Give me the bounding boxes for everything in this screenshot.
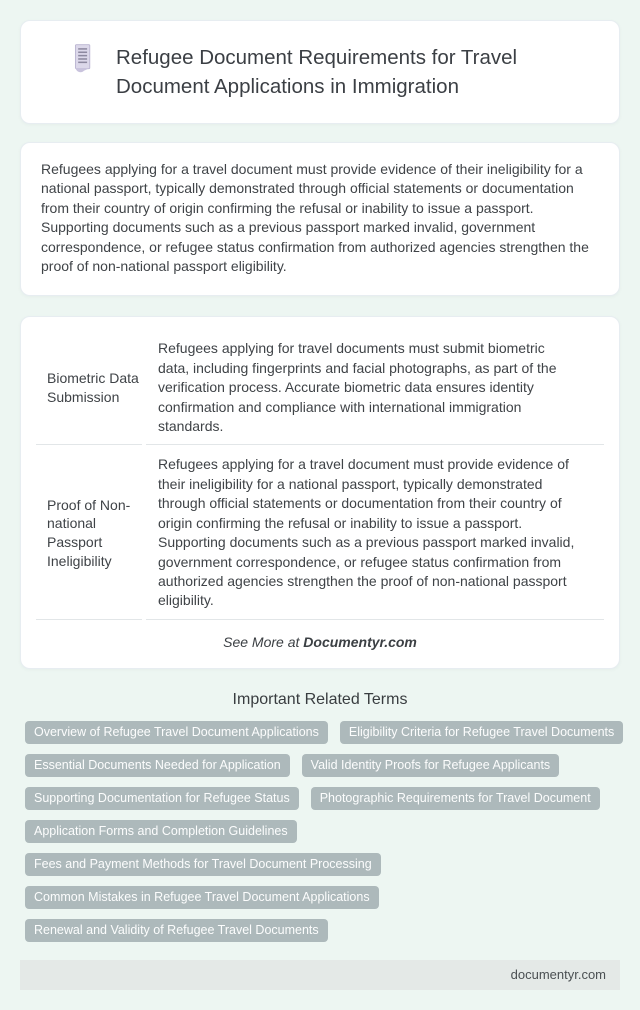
tag-row xyxy=(25,820,615,843)
term-cell: Biometric Data Submission xyxy=(36,329,142,445)
title-card xyxy=(20,20,620,124)
tag-row xyxy=(25,886,615,909)
related-term-tag[interactable]: Eligibility Criteria for Refugee Travel Documents xyxy=(340,721,623,744)
tag-row xyxy=(25,787,615,810)
footer-bar xyxy=(20,960,620,990)
definition-cell: Refugees applying for a travel document must provide evidence of their ineligibility for a national passport, typically demonstrated through official statements or documentation from their country of origin confirming the refusal or inability to issue a passport. Supporting documents such as a previous passport marked invalid, government correspondence, or refugee status confirmation from authorized agencies strengthen the proof of non-national passport eligibility. xyxy=(146,445,604,619)
requirements-card xyxy=(20,316,620,668)
receipt-icon xyxy=(71,43,94,74)
related-term-tag[interactable]: Valid Identity Proofs for Refugee Applicants xyxy=(302,754,560,777)
see-more-prefix: See More at xyxy=(223,633,304,650)
summary-card xyxy=(20,142,620,296)
related-term-tag[interactable]: Fees and Payment Methods for Travel Document Processing xyxy=(25,853,381,876)
tag-row xyxy=(25,754,615,777)
see-more-brand-link[interactable]: Documentyr.com xyxy=(303,633,417,650)
related-terms-heading: Important Related Terms xyxy=(232,690,408,708)
related-term-tag[interactable]: Supporting Documentation for Refugee Status xyxy=(25,787,299,810)
tag-row xyxy=(25,721,615,744)
related-term-tag[interactable]: Common Mistakes in Refugee Travel Document Applications xyxy=(25,886,379,909)
related-term-tag[interactable]: Essential Documents Needed for Application xyxy=(25,754,290,777)
related-terms-list xyxy=(20,721,620,942)
tag-row xyxy=(25,853,615,876)
related-term-tag[interactable]: Photographic Requirements for Travel Document xyxy=(311,787,600,810)
related-term-tag[interactable]: Renewal and Validity of Refugee Travel Documents xyxy=(25,919,328,942)
tag-row xyxy=(25,919,615,942)
requirements-table xyxy=(36,329,604,619)
table-row xyxy=(36,445,604,619)
table-row xyxy=(36,329,604,445)
definition-cell: Refugees applying for travel documents must submit biometric data, including fingerprints and facial photographs, as part of the verification process. Accurate biometric data ensures identity confirmation and compliance with international immigration standards. xyxy=(146,329,604,445)
term-cell: Proof of Non-national Passport Ineligibility xyxy=(36,445,142,619)
related-term-tag[interactable]: Application Forms and Completion Guidelines xyxy=(25,820,297,843)
page-title: Refugee Document Requirements for Travel Document Applications in Immigration xyxy=(116,46,518,98)
summary-text: Refugees applying for a travel document must provide evidence of their ineligibility for a national passport, typically demonstrated through official statements or documentation from their country of origin confirming the refusal or inability to issue a passport. Supporting documents such as a previous passport marked invalid, government correspondence, or refugee status confirmation from authorized agencies strengthen the proof of non-national passport eligibility. xyxy=(41,161,589,275)
see-more-line xyxy=(36,634,604,650)
related-term-tag[interactable]: Overview of Refugee Travel Document Applications xyxy=(25,721,328,744)
footer-site-label: documentyr.com xyxy=(510,967,606,983)
